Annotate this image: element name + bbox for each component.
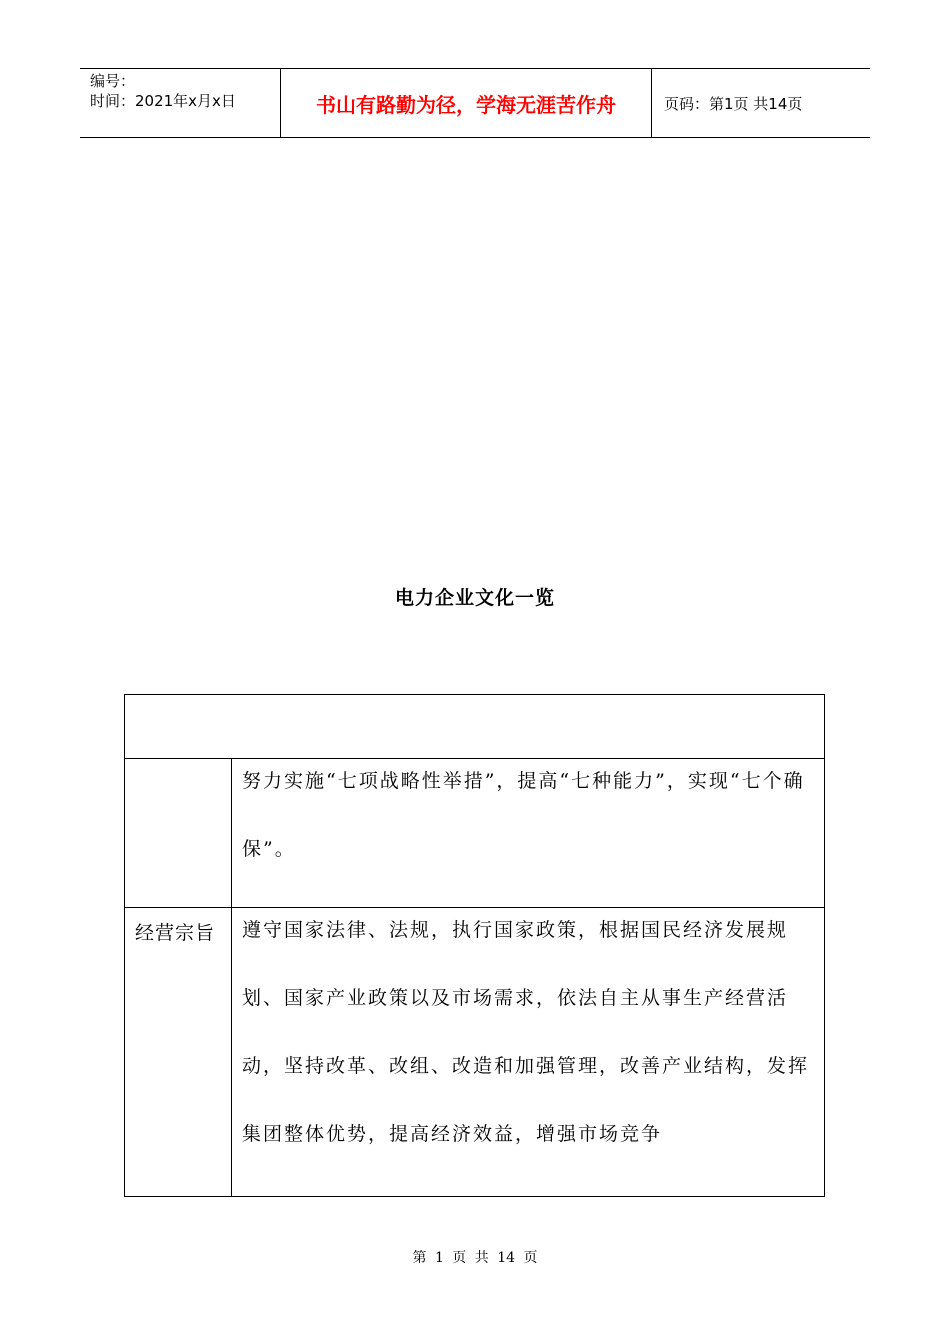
row-label: 经营宗旨: [125, 908, 232, 1197]
header-meta: [80, 69, 281, 137]
header-motto: 书山有路勤为径，学海无涯苦作舟: [281, 69, 652, 137]
date-label: 时间：2021年x月x日: [90, 92, 236, 110]
page-footer: 第 1 页 共 14 页: [412, 1250, 538, 1266]
page-header: [80, 68, 870, 138]
header-page-info: 页码：第1页 共14页: [664, 94, 803, 113]
document-title: 电力企业文化一览: [394, 587, 555, 609]
strategy-text: 努力实施“七项战略性举措”，提高“七种能力”，实现“七个确保”。: [242, 770, 805, 860]
business-purpose-text: 遵守国家法律、法规，执行国家政策，根据国民经济发展规划、国家产业政策以及市场需求，依法自主从事生产经营活动，坚持改革、改组、改造和加强管理，改善产业结构，发挥集团整体优势，提高经济效益，增强市场竞争: [242, 919, 810, 1145]
row-content: [232, 908, 825, 1197]
table-row: [125, 759, 825, 908]
number-label: 编号：: [90, 72, 136, 90]
table-row: [125, 908, 825, 1197]
row-content: [232, 759, 825, 908]
row-label: [125, 759, 232, 908]
culture-table: [124, 694, 825, 1197]
